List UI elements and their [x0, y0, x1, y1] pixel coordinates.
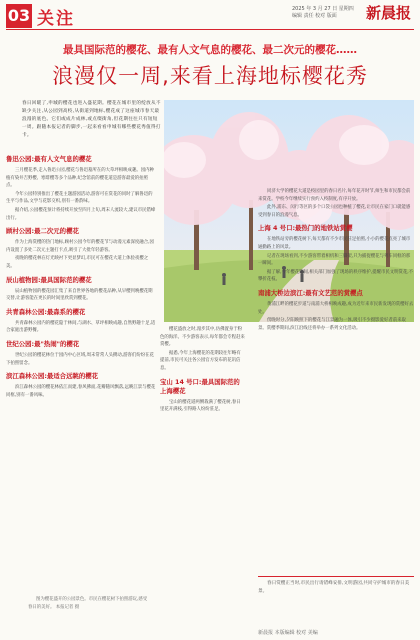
- paragraph: 据介绍,公园樱花预计将持续开放至四月上旬,周末人流较大,建议市民错峰出行。: [6, 207, 156, 221]
- section-heading: 上海 4 号口:最热门的地铁站赏樱: [258, 224, 353, 233]
- paragraph: 共青森林公园内的樱花隐于林间,与湖水、草坪相映成趣,自然野趣十足,适合家庭出游野餐。: [6, 320, 156, 334]
- date-line: [292, 6, 372, 20]
- page-footer: 新晨报 本版编辑 校对 美编: [258, 630, 318, 636]
- editor-text: 编辑 责任 校对 版面: [292, 13, 337, 19]
- section-heading: 宝山 14 号口:最具国际范的上海樱花: [160, 377, 240, 395]
- page-header: [0, 0, 420, 30]
- paragraph: 记者在现场看到,不少游客带着相机和三脚架,只为捕捉樱花与列车同框的那一瞬间。: [258, 253, 411, 267]
- paragraph: 辰山植物园的樱花园汇集了来自世界各地的樱花品种,从早樱到晚樱花期交替,让游客能在更长的时间里欣赏到樱花。: [6, 288, 153, 302]
- paragraph: 据了解,今年樱花期间,相关部门加强了现场的秩序维护,提醒市民文明赏花,不攀折花枝。: [258, 269, 414, 283]
- paragraph: 作为上海赏樱的热门地标,顾村公园今年的樱花节与动漫元素深度融合,园内设置了多处二次元主题打卡点,吸引了大批年轻游客。: [6, 240, 154, 253]
- paragraph: 傍晚时分,夕阳映照下的樱花与江景融为一体,吸引不少摄影爱好者前来取景。赏樱季期间,滨江沿线还将举办一系列文化活动。: [258, 318, 406, 331]
- section-heading: 共青森林公园:最森系的樱花: [6, 307, 86, 316]
- section-number: 03: [6, 4, 32, 28]
- paragraph: 夜晚的樱花林在灯光映衬下更显梦幻,市民可在樱花大道上体验夜樱之美。: [6, 256, 149, 269]
- article-column-2: [160, 326, 245, 415]
- note-text: 春日赏樱正当时,市民出行请错峰安排,文明游园,共同守护城市的春日美景。: [258, 581, 410, 594]
- article-column-3: [258, 188, 414, 333]
- section-heading: 滨江森林公园:最适合远眺的樱花: [6, 372, 99, 381]
- paragraph: 滨江森林公园的樱花林依江而建,春风拂面,花瓣随风飘落,远眺江景与樱花同框,别有一番风味。: [6, 385, 156, 398]
- section-heading: 鲁迅公园:最有人文气息的樱花: [6, 155, 92, 163]
- section-heading: 辰山植物园:最具国际范的樱花: [6, 275, 92, 284]
- paragraph: 三月樱花季,走入鲁迅公园,樱花与鲁迅墓所在的大草坪相映成趣。园内种植有染井吉野樱、寒绯樱等多个品种,纪念馆前的樱花道是游客最爱的拍照点。: [6, 168, 154, 189]
- note-box: [258, 576, 414, 627]
- header-rule: [6, 29, 414, 30]
- paragraph: 樱花盛放之时,漫步其中,仿佛置身于粉色的海洋。不少游客表示,每年都会专程赶来赏樱。: [160, 327, 245, 348]
- section-heading: 南浦大桥边滨江:最有文艺范的赏樱点: [258, 288, 363, 297]
- paragraph: 据悉,今年上海樱花的花期较往年略有提前,市民可关注各公园官方发布的花讯信息。: [160, 350, 241, 371]
- section-name: 关注: [37, 9, 75, 29]
- newspaper-logo: 新晨报: [366, 4, 412, 22]
- date-text: 2025 年 3 月 27 日 星期四: [292, 6, 354, 12]
- section-heading: 顾村公园:最二次元的樱花: [6, 227, 79, 236]
- headline-title: 浪漫仅一周,来看上海地标樱花秀: [52, 64, 368, 88]
- section-heading: 世纪公园:最"热闹"的樱花: [6, 339, 80, 348]
- paragraph: 黄浦江畔的樱花步道与南浦大桥相映成趣,成为近年来市民新发现的赏樱好去处。: [258, 301, 414, 315]
- paragraph: 宝山的樱花道两侧栽满了樱花树,春日里花开满枝,引得路人纷纷驻足。: [160, 399, 241, 413]
- photo-caption: 图为樱花盛开的公园景色。市民在樱花树下拍照游玩,感受春日的美好。 本报记者 摄: [28, 597, 148, 610]
- paragraph: 此外,浦东、闵行等区的多个口袋公园也种植了樱花,让市民在家门口就能感受到春日的浪漫气息。: [258, 205, 411, 218]
- article-column-1: [6, 150, 156, 400]
- paragraph: 世纪公园的樱花林位于园内中心区域,周末常常人头攒动,游客们纷纷在花下拍照留念。: [6, 352, 154, 366]
- paragraph: 在地铁站旁的樱花树下,每天都有不少市民驻足拍照,小小的樱花点亮了城市通勤路上的风景。: [258, 237, 411, 250]
- paragraph: 同济大学的樱花大道是校园里的春日名片,每年花开时节,师生和市民都会前来赏花。学校今年继续实行预约入校制度,有序开放。: [258, 189, 411, 202]
- paragraph: 今年公园特别推出了樱花主题游园活动,游客可在赏花的同时了解鲁迅的生平与作品,文学与花影交织,别有一番韵味。: [6, 191, 153, 205]
- subtitle: 最具国际范的樱花、最有人文气息的樱花、最二次元的樱花……: [63, 44, 357, 56]
- lead-paragraph: 春日回暖了,申城的樱花也进入盛花期。樱花在城市里的绽放从不缺少关注,从公园到高校,从街道到地标,樱花成了这座城市春天最浪漫的底色。它们或成片成林,或点缀街角,但花期往往只有短短一周。跟随本报记者的脚步,一起来看看申城有哪些樱花秀值得打卡。: [22, 101, 161, 138]
